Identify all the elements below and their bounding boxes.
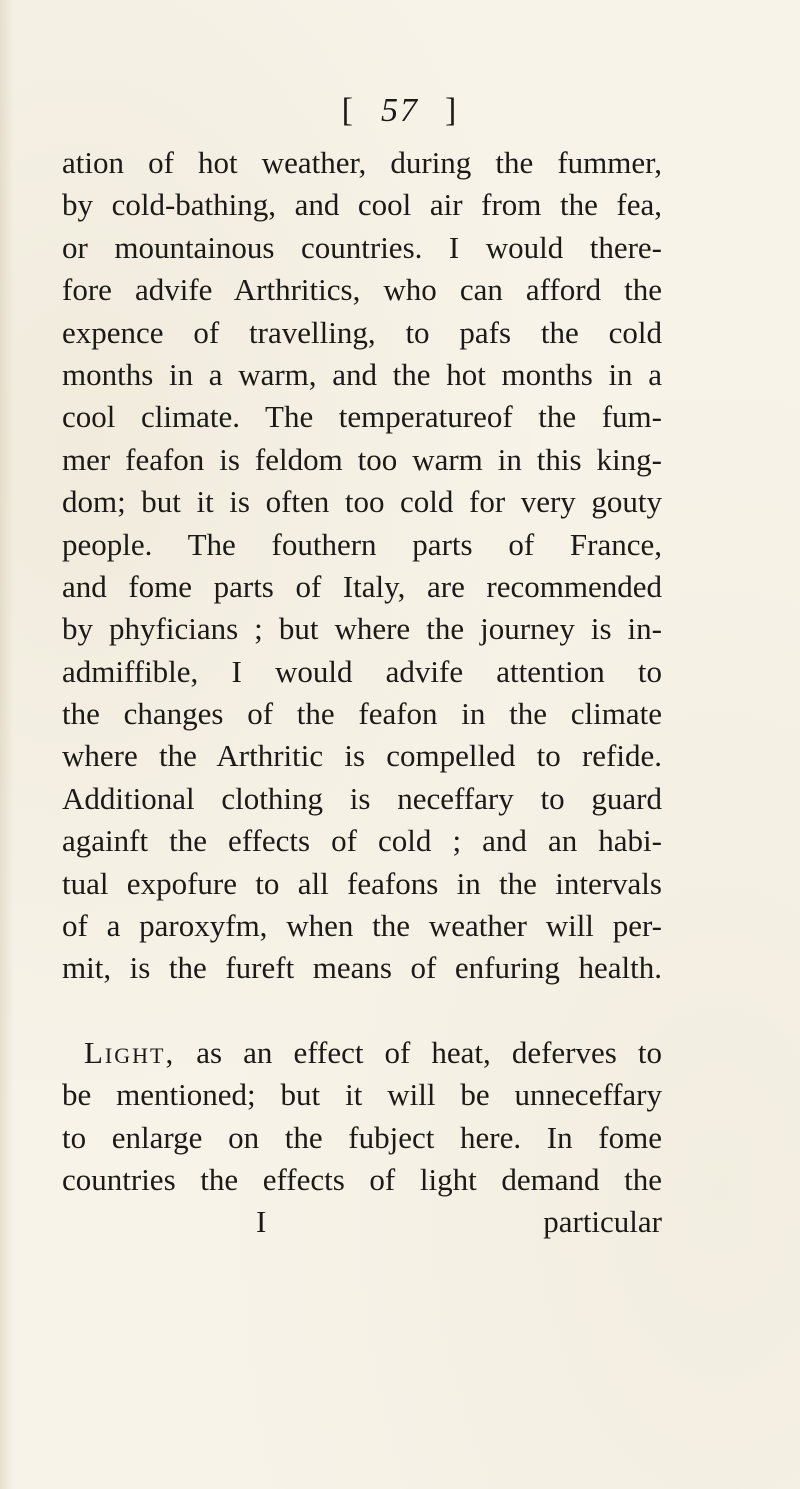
text-line: mer feafon is feldom too warm in this king- bbox=[62, 441, 662, 477]
text-line: by cold-bathing, and cool air from the fea, bbox=[62, 187, 662, 223]
text-line: admiffible, I would advife attention to bbox=[62, 653, 662, 689]
lead-word: Light, bbox=[84, 1034, 176, 1070]
paragraph-lead-line bbox=[62, 1032, 662, 1074]
page-number-header bbox=[0, 92, 800, 130]
text-line: people. The fouthern parts of France, bbox=[62, 526, 662, 562]
bracket-close: ] bbox=[445, 92, 459, 129]
lead-line-text: as an effect of heat, deferves to bbox=[196, 1034, 662, 1070]
text-line: be mentioned; but it will be unneceffary bbox=[62, 1077, 662, 1113]
text-line: fore advife Arthritics, who can afford the bbox=[62, 272, 662, 308]
text-line: and fome parts of Italy, are recommended bbox=[62, 568, 662, 604]
text-line: tual expofure to all feafons in the intervals bbox=[62, 865, 662, 901]
text-line: where the Arthritic is compelled to refide. bbox=[62, 738, 662, 774]
text-line: to enlarge on the fubject here. In fome bbox=[62, 1119, 662, 1155]
page-footer bbox=[62, 1201, 662, 1243]
paragraph-gap bbox=[62, 990, 662, 1032]
text-line: the changes of the feafon in the climate bbox=[62, 696, 662, 732]
text-line: Additional clothing is neceffary to guard bbox=[62, 780, 662, 816]
text-line: cool climate. The temperatureof the fum- bbox=[62, 399, 662, 435]
text-line: expence of travelling, to pafs the cold bbox=[62, 314, 662, 350]
body-text bbox=[62, 142, 662, 1244]
text-line: by phyficians ; but where the journey is in- bbox=[62, 611, 662, 647]
page-number: 57 bbox=[381, 92, 419, 129]
text-line: countries the effects of light demand the bbox=[62, 1161, 662, 1197]
text-line: againft the effects of cold ; and an habi- bbox=[62, 823, 662, 859]
text-line: dom; but it is often too cold for very gouty bbox=[62, 484, 662, 520]
text-line: or mountainous countries. I would there- bbox=[62, 229, 662, 265]
text-line: ation of hot weather, during the fummer, bbox=[62, 145, 662, 180]
text-line: of a paroxyfm, when the weather will per- bbox=[62, 908, 662, 944]
catchword: particular bbox=[543, 1204, 662, 1240]
bracket-open: [ bbox=[341, 92, 355, 129]
text-line: mit, is the fureft means of enfuring health. bbox=[62, 950, 662, 986]
signature-mark: I bbox=[256, 1204, 267, 1240]
text-line: months in a warm, and the hot months in a bbox=[62, 356, 662, 392]
